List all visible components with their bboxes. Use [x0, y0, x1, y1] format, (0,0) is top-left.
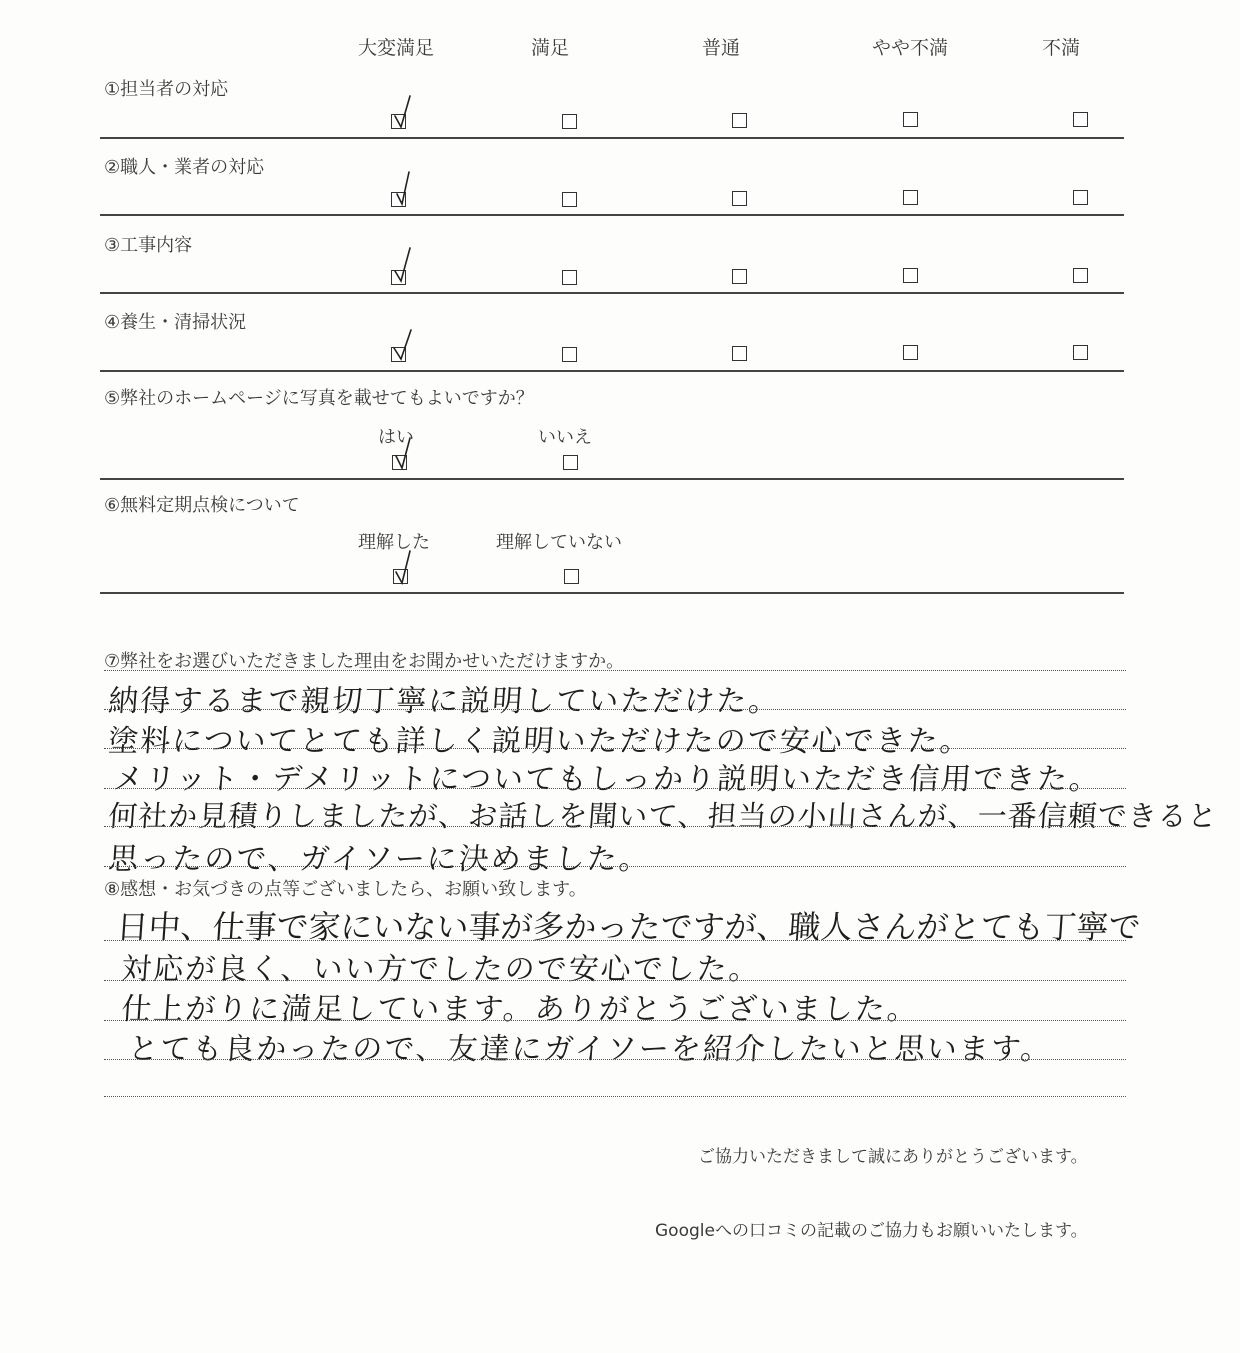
- q2-checkbox-satisfied[interactable]: [562, 192, 577, 207]
- q6-option-not-understood-label: 理解していない: [496, 532, 622, 553]
- q7-answer-line-5: 思ったので、ガイソーに決めました。: [107, 842, 653, 877]
- checkmark-icon: [393, 546, 433, 586]
- answer-line: [104, 709, 1126, 710]
- answer-line: [104, 1096, 1126, 1097]
- q5-option-yes-label: はい: [378, 427, 414, 448]
- question-1-label: ①担当者の対応: [104, 79, 229, 100]
- q8-answer-line-2: 対応が良く、いい方でしたので安心でした。: [120, 952, 762, 987]
- q5-option-no-label: いいえ: [538, 427, 592, 448]
- q7-answer-line-4: 何社か見積りしましたが、お話しを聞いて、担当の小山さんが、一番信頼できると: [107, 799, 1219, 833]
- checkmark-icon: [390, 246, 430, 286]
- q4-checkbox-dissatisfied[interactable]: [1073, 345, 1088, 360]
- q7-answer-line-3: メリット・デメリットについてもしっかり説明いただき信用できた。: [112, 762, 1103, 797]
- q1-checkbox-neutral[interactable]: [732, 113, 747, 128]
- column-header-neutral: 普通: [702, 37, 741, 59]
- answer-line: [104, 940, 1126, 941]
- question-6-label: ⑥無料定期点検について: [104, 495, 300, 516]
- column-header-satisfied: 満足: [531, 37, 570, 59]
- q1-checkbox-satisfied[interactable]: [562, 114, 577, 129]
- q4-checkbox-satisfied[interactable]: [562, 347, 577, 362]
- answer-line: [104, 866, 1126, 867]
- column-header-dissatisfied: 不満: [1042, 37, 1081, 59]
- question-4-label: ④養生・清掃状況: [104, 312, 247, 333]
- question-3-label: ③工事内容: [104, 235, 193, 256]
- q7-answer-line-1: 納得するまで親切丁寧に説明していただけた。: [107, 684, 782, 719]
- q6-option-understood-label: 理解した: [358, 532, 430, 553]
- q3-checkbox-dissatisfied[interactable]: [1073, 268, 1088, 283]
- divider: [100, 370, 1124, 372]
- q1-checkbox-somewhat-dissatisfied[interactable]: [903, 112, 918, 127]
- q6-checkbox-not-understood[interactable]: [564, 569, 579, 584]
- q1-checkbox-dissatisfied[interactable]: [1073, 112, 1088, 127]
- column-header-very-satisfied: 大変満足: [358, 37, 435, 59]
- q8-answer-line-4: とても良かったので、友達にガイソーを紹介したいと思います。: [127, 1032, 1054, 1067]
- question-5-label: ⑤弊社のホームページに写真を載せてもよいですか？: [104, 388, 534, 409]
- q3-checkbox-neutral[interactable]: [732, 269, 747, 284]
- q7-answer-line-2: 塗料についてとても詳しく説明いただけたので安心できた。: [107, 724, 973, 759]
- answer-line: [104, 788, 1126, 789]
- checkmark-icon: [390, 94, 430, 134]
- answer-line: [104, 980, 1126, 981]
- footer-google-request: Googleへの口コミの記載のご協力もお願いいたします。: [655, 1221, 1088, 1241]
- checkmark-icon: [392, 434, 432, 474]
- column-header-somewhat-dissatisfied: やや不満: [872, 37, 949, 59]
- answer-line: [104, 1059, 1126, 1060]
- q2-checkbox-neutral[interactable]: [732, 191, 747, 206]
- q4-checkbox-somewhat-dissatisfied[interactable]: [903, 345, 918, 360]
- q8-answer-line-3: 仕上がりに満足しています。ありがとうございました。: [120, 992, 921, 1027]
- checkmark-icon: [391, 170, 431, 210]
- question-8-label: ⑧感想・お気づきの点等ございましたら、お願い致します。: [104, 879, 587, 900]
- divider: [100, 478, 1124, 480]
- divider: [100, 214, 1124, 216]
- q4-checkbox-neutral[interactable]: [732, 346, 747, 361]
- question-7-label: ⑦弊社をお選びいただきました理由をお聞かせいただけますか。: [104, 651, 625, 672]
- divider: [100, 292, 1124, 294]
- answer-line: [104, 748, 1126, 749]
- divider: [100, 592, 1124, 594]
- question-2-label: ②職人・業者の対応: [104, 157, 265, 178]
- answer-line: [104, 826, 1126, 827]
- q2-checkbox-dissatisfied[interactable]: [1073, 190, 1088, 205]
- q2-checkbox-somewhat-dissatisfied[interactable]: [903, 190, 918, 205]
- q8-answer-line-1: 日中、仕事で家にいない事が多かったですが、職人さんがとても丁寧で: [115, 908, 1142, 946]
- answer-line: [104, 670, 1126, 671]
- checkmark-icon: [390, 326, 430, 366]
- divider: [100, 137, 1124, 139]
- q3-checkbox-somewhat-dissatisfied[interactable]: [903, 268, 918, 283]
- q3-checkbox-satisfied[interactable]: [562, 270, 577, 285]
- answer-line: [104, 1020, 1126, 1021]
- footer-thanks: ご協力いただきまして誠にありがとうございます。: [698, 1147, 1088, 1167]
- q5-checkbox-no[interactable]: [563, 455, 578, 470]
